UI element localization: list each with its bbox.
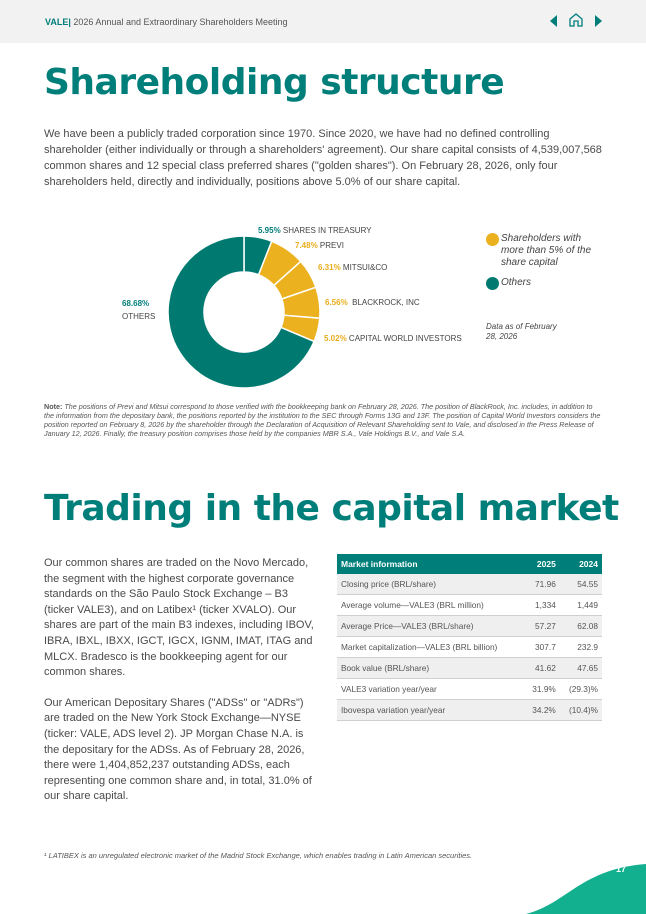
note-label: Note:	[44, 402, 63, 411]
table-row	[337, 679, 602, 700]
table-row	[337, 637, 602, 658]
table-row	[337, 700, 602, 721]
yellow-dot-icon	[486, 233, 499, 246]
market-information-table	[337, 554, 602, 721]
teal-dot-icon	[486, 277, 499, 290]
document-title: 2026 Annual and Extraordinary Shareholders Meeting	[73, 17, 288, 27]
legend-item-major	[486, 233, 596, 269]
cell-label: VALE3 variation year/year	[337, 679, 524, 700]
chart-legend	[486, 233, 596, 298]
cell-label: Average volume—VALE3 (BRL million)	[337, 595, 524, 616]
trading-paragraph-2: Our American Depositary Shares ("ADSs" or "ADRs") are traded on the New York Stock Exchange—NYSE (ticker: VALE, ADS level 2). JP Morgan Chase N.A. is the depositary for the ADSs. As of February 28, 2026, there were 1,404,852,237 outstanding ADSs, each representing one common share and, in total, 31.0% of our share capital.	[44, 696, 312, 803]
corner-wave-decoration	[526, 864, 646, 914]
cell-label: Market capitalization—VALE3 (BRL billion)	[337, 637, 524, 658]
column-header: 2024	[560, 554, 602, 574]
data-as-of: Data as of February 28, 2026	[486, 322, 557, 341]
cell-value: 232.9	[560, 637, 602, 658]
section-title-trading: Trading in the capital market	[44, 488, 619, 529]
shareholding-intro: We have been a publicly traded corporation since 1970. Since 2020, we have had no defined controlling shareholder (either individually or through a shareholders' agreement). Our share capital consists of 4,539,007,568 common shares and 12 special class preferred shares ("golden shares"). On February 28, 2026, only four shareholders held, directly and individually, positions above 5.0% of our share capital.	[44, 128, 602, 188]
table-row	[337, 574, 602, 595]
cell-label: Closing price (BRL/share)	[337, 574, 524, 595]
brand-name: VALE	[45, 17, 69, 27]
label-treasury: 5.95% SHARES IN TREASURY	[258, 226, 372, 235]
cell-value: 34.2%	[524, 700, 560, 721]
cell-value: 1,334	[524, 595, 560, 616]
cell-value: 54.55	[560, 574, 602, 595]
trading-body	[44, 556, 314, 820]
cell-value: 41.62	[524, 658, 560, 679]
label-capital-world: 5.02% CAPITAL WORLD INVESTORS	[324, 334, 462, 343]
cell-label: Average Price—VALE3 (BRL/share)	[337, 616, 524, 637]
legend-label: Shareholders with more than 5% of the share capital	[501, 233, 592, 268]
cell-value: (29.3)%	[560, 679, 602, 700]
cell-value: 71.96	[524, 574, 560, 595]
label-mitsui: 6.31% MITSUI&CO	[318, 263, 388, 272]
label-blackrock: 6.56% BLACKROCK, INC	[325, 298, 420, 307]
footnote: ¹ LATIBEX is an unregulated electronic market of the Madrid Stock Exchange, which enables trading in Latin American securities.	[44, 851, 473, 860]
legend-label: Others	[501, 277, 532, 288]
cell-value: 62.08	[560, 616, 602, 637]
cell-value: (10.4)%	[560, 700, 602, 721]
table-row	[337, 595, 602, 616]
legend-item-others	[486, 277, 596, 290]
column-header: 2025	[524, 554, 560, 574]
label-previ: 7.48% PREVI	[295, 241, 344, 250]
cell-label: Book value (BRL/share)	[337, 658, 524, 679]
table-row	[337, 658, 602, 679]
page-number: 17	[615, 864, 626, 874]
cell-value: 57.27	[524, 616, 560, 637]
column-header: Market information	[337, 554, 524, 574]
separator: |	[68, 17, 71, 27]
table-row	[337, 616, 602, 637]
note-text: The positions of Previ and Mitsui correspond to those verified with the bookkeeping bank on February 28, 2026. The position of BlackRock, Inc. includes, in addition to the information from the depositary bank, the positions reported by the institution to the SEC through Forms 13G and 13F. The position of Capital World Investors considers the position reported on February 8, 2026 by the shareholder through the Declaration of Acquisition of Relevant Shareholding sent to Vale, and disclosed in the Press Release of January 12, 2026. Finally, the treasury position comprises those held by the companies MBR S.A., Vale Holdings B.V., and Vale S.A.	[44, 402, 601, 438]
section-title-shareholding: Shareholding structure	[44, 62, 505, 103]
trading-paragraph-1: Our common shares are traded on the Novo Mercado, the segment with the highest corporate governance standards on the São Paulo Stock Exchange – B3 (ticker VALE3), and on Latibex¹ (ticker XVALO). Our shares are part of the main B3 indexes, including IBOV, IBRA, IBXL, IBXX, IGCT, IGCX, IGNM, IMAT, ITAG and MLCX. Bradesco is the bookkeeping agent for our common shares.	[44, 557, 314, 679]
cell-value: 1,449	[560, 595, 602, 616]
chart-note	[44, 402, 604, 438]
cell-value: 31.9%	[524, 679, 560, 700]
cell-label: Ibovespa variation year/year	[337, 700, 524, 721]
label-others: 68.68% OTHERS	[122, 299, 156, 321]
table-header	[337, 554, 602, 574]
cell-value: 307.7	[524, 637, 560, 658]
cell-value: 47.65	[560, 658, 602, 679]
